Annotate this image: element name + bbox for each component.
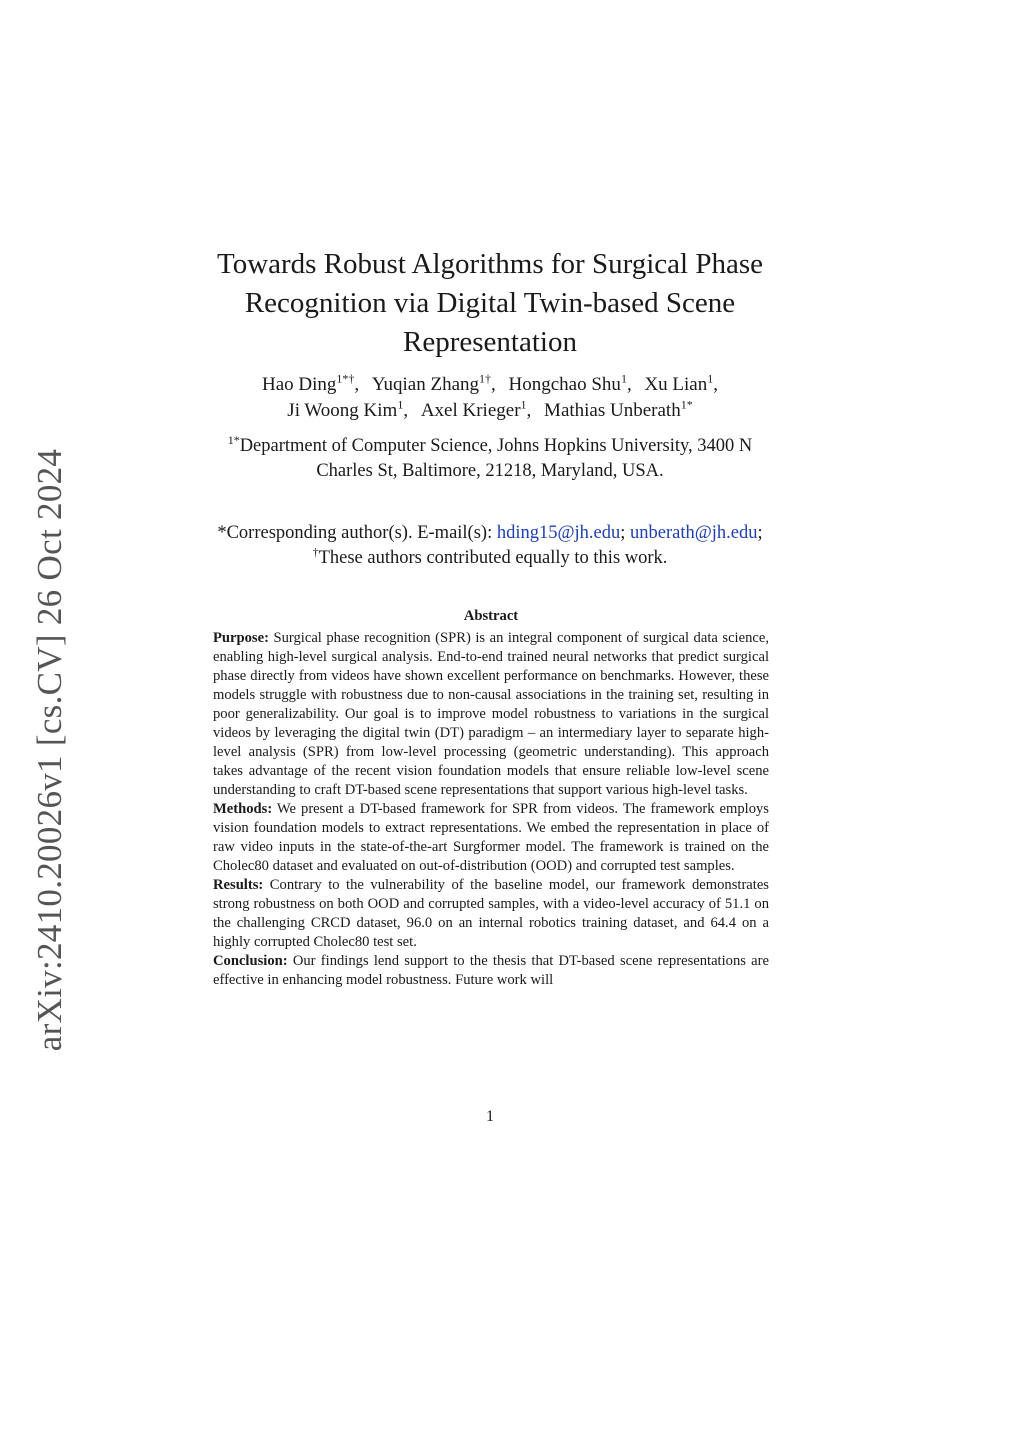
author: Xu Lian$^1$,	[644, 371, 718, 395]
results-label: Results:	[213, 877, 264, 893]
equal-contribution-note	[150, 546, 830, 571]
corresponding-prefix: *Corresponding author(s). E-mail(s):	[217, 523, 497, 543]
abstract-conclusion	[213, 952, 769, 990]
author-affiliation-marker: 1	[520, 397, 527, 412]
arxiv-identifier-stamp: arXiv:2410.20026v1 [cs.CV] 26 Oct 2024	[30, 448, 69, 1052]
affiliation-marker: 1*	[227, 432, 240, 447]
abstract-purpose	[213, 629, 769, 800]
title-line: Representation	[403, 326, 577, 359]
title-line: Towards Robust Algorithms for Surgical Phase	[217, 248, 763, 281]
author-affiliation-marker: 1†	[479, 371, 492, 386]
paper-title	[180, 245, 800, 362]
author-name: Ji Woong Kim	[287, 400, 398, 421]
affiliation-text: Department of Computer Science, Johns Hopkins University, 3400 N	[239, 436, 753, 456]
purpose-label: Purpose:	[213, 630, 269, 646]
email-link[interactable]: unberath@jh.edu	[630, 523, 758, 543]
author-name: Hongchao Shu	[508, 374, 621, 395]
methods-text: We present a DT-based framework for SPR from videos. The framework employs vision foundation models to extract representations. We embed the representation in place of raw video inputs in the state-of-the-art Surgformer model. The framework is trained on the Cholec80 dataset and evaluated on out-of-distribution (OOD) and corrupted test samples.	[213, 801, 769, 874]
author-list	[150, 372, 830, 424]
affiliation-line	[150, 434, 830, 459]
affiliation-line: Charles St, Baltimore, 21218, Maryland, USA.	[316, 461, 664, 481]
conclusion-text: Our findings lend support to the thesis that DT-based scene representations are effective in enhancing model robustness. Future work will	[213, 953, 769, 988]
author-name: Yuqian Zhang	[371, 374, 480, 395]
author-name: Axel Krieger	[420, 400, 521, 421]
author-name: Hao Ding	[262, 374, 337, 395]
author-affiliation-marker: 1	[620, 371, 627, 386]
author-line	[150, 398, 830, 424]
author: Ji Woong Kim$^1$,	[287, 397, 409, 421]
email-separator: ;	[620, 523, 631, 543]
author: Axel Krieger$^1$,	[420, 397, 532, 421]
author-name: Xu Lian	[644, 374, 708, 395]
author: Yuqian Zhang$^{1\dagger}$,	[371, 371, 496, 395]
author	[544, 397, 693, 421]
methods-label: Methods:	[213, 801, 273, 817]
corresponding-authors	[150, 521, 830, 571]
dagger-marker: †	[312, 544, 319, 559]
abstract-results	[213, 876, 769, 952]
equal-contribution-text: These authors contributed equally to this work.	[318, 548, 668, 568]
author-affiliation-marker: 1*	[680, 397, 693, 412]
author-affiliation-marker: 1	[397, 397, 404, 412]
author-name: Mathias Unberath	[544, 400, 681, 421]
email-suffix: ;	[757, 523, 763, 543]
results-text: Contrary to the vulnerability of the baseline model, our framework demonstrates strong robustness on both OOD and corrupted samples, with a video-level accuracy of 51.1 on the challenging CRCD dataset, 96.0 on an internal robotics training dataset, and 64.4 on a highly corrupted Cholec80 test set.	[213, 877, 769, 950]
abstract-heading: Abstract	[463, 608, 519, 624]
affiliation	[150, 434, 830, 484]
page-number: 1	[486, 1108, 494, 1125]
abstract-methods	[213, 800, 769, 876]
author-affiliation-marker: 1*†	[336, 371, 355, 386]
title-line: Recognition via Digital Twin-based Scene	[244, 287, 736, 320]
conclusion-label: Conclusion:	[213, 953, 288, 969]
purpose-text: Surgical phase recognition (SPR) is an integral component of surgical data science, enabling high-level surgical analysis. End-to-end trained neural networks that predict surgical phase directly from videos have shown excellent performance on benchmarks. However, these models struggle with robustness due to non-causal associations in the training set, resulting in poor generalizability. Our goal is to improve model robustness to variations in the surgical videos by leveraging the digital twin (DT) paradigm – an intermediary layer to separate high-level analysis (SPR) from low-level processing (geometric understanding). This approach takes advantage of the recent vision foundation models that ensure reliable low-level scene understanding to craft DT-based scene representations that support various high-level tasks.	[213, 630, 769, 798]
author: Hao Ding$^{1*\dagger}$,	[262, 371, 360, 395]
email-link[interactable]: hding15@jh.edu	[496, 523, 621, 543]
corresponding-line	[150, 521, 830, 546]
abstract	[213, 607, 769, 990]
author-affiliation-marker: 1	[707, 371, 714, 386]
author-line	[150, 372, 830, 398]
author: Hongchao Shu$^1$,	[508, 371, 632, 395]
